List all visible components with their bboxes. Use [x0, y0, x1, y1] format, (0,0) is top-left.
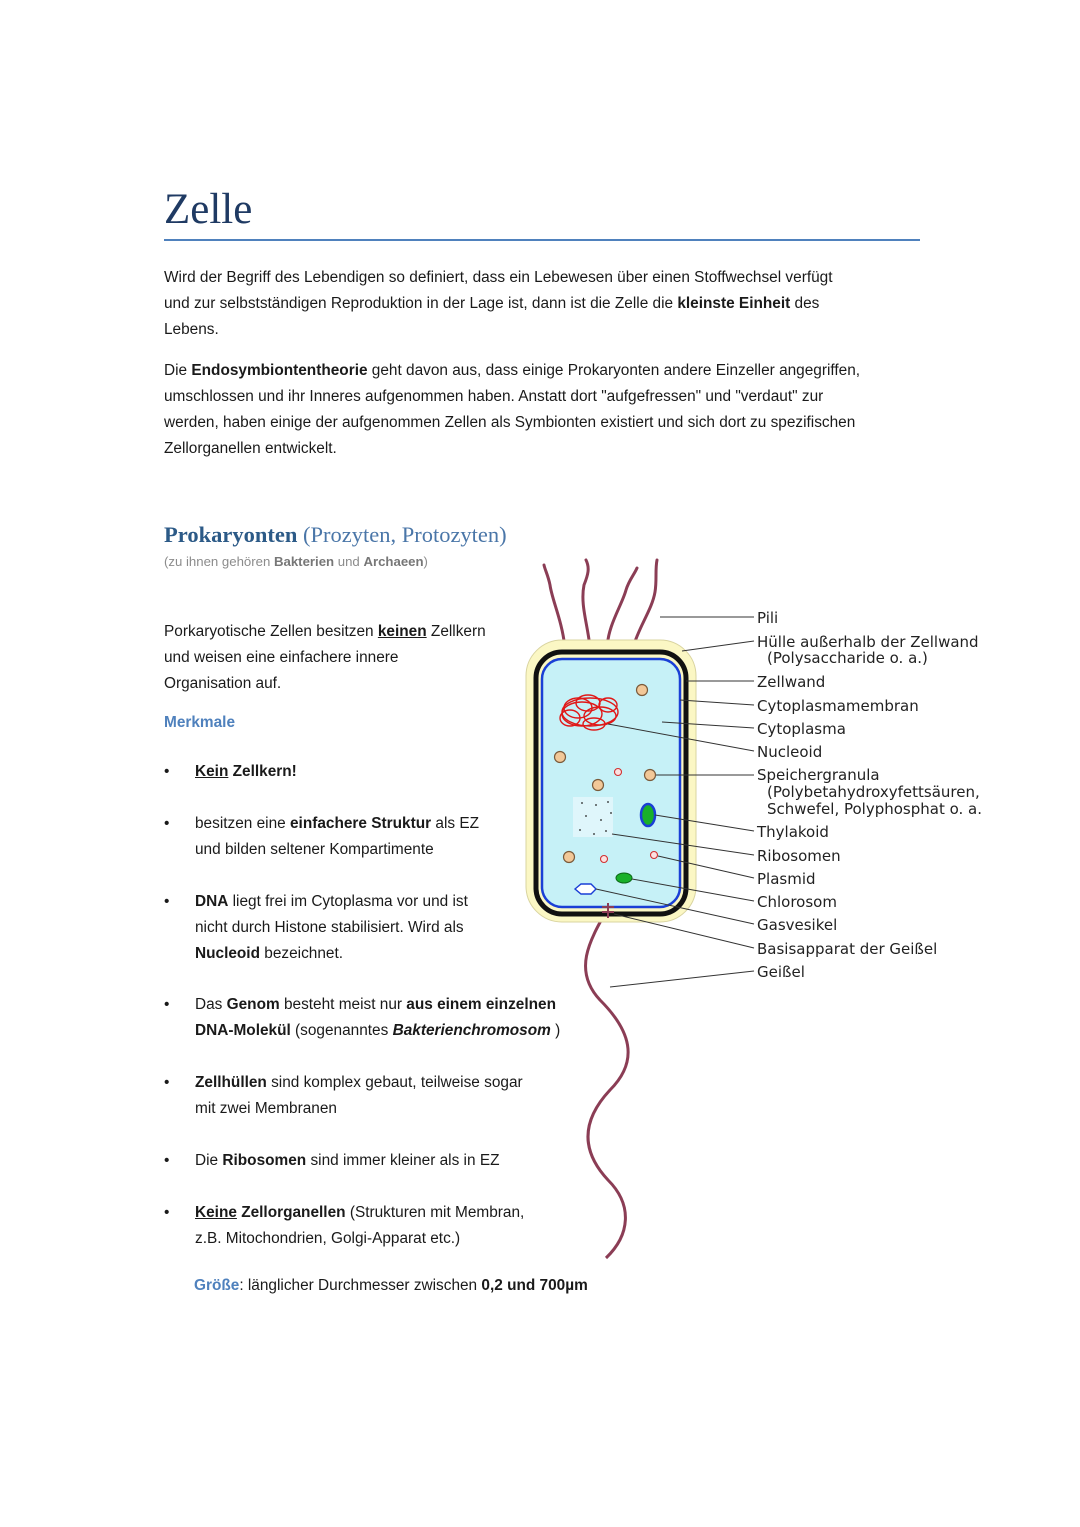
b4-bakterienchromosom: Bakterienchromosom: [392, 1022, 551, 1039]
section-heading-bold: Prokaryonten: [164, 522, 298, 547]
bullet-glyph: •: [164, 996, 170, 1013]
size-text: : länglicher Durchmesser zwischen: [239, 1277, 482, 1294]
bullet-glyph: •: [164, 1152, 170, 1169]
b6-post: sind immer kleiner als in EZ: [306, 1152, 500, 1169]
b5-zellhuellen: Zellhüllen: [195, 1074, 267, 1091]
label-cytoplasma: Cytoplasma: [757, 720, 846, 738]
b2-line2: und bilden seltener Kompartimente: [195, 841, 434, 858]
sub-pre: (zu ihnen gehören: [164, 554, 274, 569]
pi-post: Zellkern: [426, 623, 486, 640]
label-chlorosom: Chlorosom: [757, 893, 837, 911]
b1-kein: Kein: [195, 763, 229, 780]
b3-nucleoid: Nucleoid: [195, 945, 260, 962]
intro-p2-pre: Die: [164, 362, 192, 379]
label-nucleoid: Nucleoid: [757, 743, 823, 761]
cytoplasm: [542, 659, 680, 907]
label-thylakoid: Thylakoid: [757, 823, 829, 841]
label-plasmid: Plasmid: [757, 870, 816, 888]
prokaryote-intro-line2: und weisen eine einfachere innere: [164, 649, 399, 666]
label-speichergranula-2: (Polybetahydroxyfettsäuren,: [767, 783, 980, 801]
label-zellwand: Zellwand: [757, 673, 826, 691]
intro-p2-line3: werden, haben einige der aufgenommen Zellen als Symbionten existiert und sich dort zu spezifischen: [164, 414, 856, 431]
b3-line2: nicht durch Histone stabilisiert. Wird als: [195, 919, 464, 936]
label-speichergranula: Speichergranula: [757, 766, 880, 784]
size-label: Größe: [194, 1277, 240, 1294]
b4-pre: Das: [195, 996, 227, 1013]
bullet-glyph: •: [164, 1204, 170, 1221]
label-cytoplasmamembran: Cytoplasmamembran: [757, 697, 919, 715]
b6-pre: Die: [195, 1152, 223, 1169]
intro-p2-line4: Zellorganellen entwickelt.: [164, 440, 337, 457]
label-gasvesikel: Gasvesikel: [757, 916, 838, 934]
label-geissel: Geißel: [757, 963, 805, 981]
b3-line3-post: bezeichnet.: [260, 945, 343, 962]
flagellum: [585, 908, 628, 1258]
bullet-glyph: •: [164, 763, 170, 780]
label-huelle-2: (Polysaccharide o. a.): [767, 649, 928, 667]
size-value: 0,2 und 700µm: [481, 1277, 588, 1294]
b3-post: liegt frei im Cytoplasma vor und ist: [228, 893, 468, 910]
intro-p1-bold: kleinste Einheit: [677, 295, 791, 312]
b7-line2: z.B. Mitochondrien, Golgi-Apparat etc.): [195, 1230, 461, 1247]
intro-p2-bold: Endosymbiontentheorie: [191, 362, 368, 379]
sub-archaeen: Archaeen: [363, 554, 424, 569]
b4-line2-end: ): [550, 1022, 561, 1039]
b7-keine: Keine: [195, 1204, 237, 1221]
sub-mid: und: [334, 554, 364, 569]
gas-vesicle: [575, 884, 596, 894]
b6-ribosomen: Ribosomen: [222, 1152, 307, 1169]
thylakoid: [641, 804, 655, 826]
chlorosome: [616, 873, 632, 883]
b5-line2: mit zwei Membranen: [195, 1100, 337, 1117]
sub-end: ): [423, 554, 428, 569]
b1-bold: Zellkern!: [228, 763, 297, 780]
b3-dna: DNA: [195, 893, 229, 910]
b2-post: als EZ: [431, 815, 480, 832]
bullet-glyph: •: [164, 893, 170, 910]
label-huelle: Hülle außerhalb der Zellwand: [757, 633, 979, 651]
label-basisapparat: Basisapparat der Geißel: [757, 940, 938, 958]
b4-genom: Genom: [226, 996, 280, 1013]
intro-p1-text: und zur selbstständigen Reproduktion in der Lage ist, dann ist die Zelle die: [164, 295, 678, 312]
label-speichergranula-3: Schwefel, Polyphosphat o. a.: [767, 800, 983, 818]
b2-pre: besitzen eine: [195, 815, 290, 832]
b4-bold2: aus einem einzelnen: [406, 996, 556, 1013]
b4-dna-molekuel: DNA-Molekül: [195, 1022, 291, 1039]
thylakoid-area: [573, 797, 613, 837]
page-title: Zelle: [164, 186, 253, 233]
b4-mid: besteht meist nur: [279, 996, 407, 1013]
section-heading-rest: (Prozyten, Protozyten): [297, 522, 507, 547]
intro-p2-line2: umschlossen und ihr Inneres aufgenommen haben. Anstatt dort "aufgefressen" und "verdaut" zur: [164, 388, 824, 405]
bullet-glyph: •: [164, 1074, 170, 1091]
label-pili: Pili: [757, 609, 779, 627]
pi-keinen: keinen: [377, 623, 427, 640]
pi-pre: Porkaryotische Zellen besitzen: [164, 623, 378, 640]
b7-post: (Strukturen mit Membran,: [345, 1204, 525, 1221]
intro-p2-line1-end: geht davon aus, dass einige Prokaryonten andere Einzeller angegriffen,: [367, 362, 861, 379]
label-ribosomen: Ribosomen: [757, 847, 841, 865]
intro-p1-line3: Lebens.: [164, 321, 219, 338]
sub-bakterien: Bakterien: [273, 554, 335, 569]
b5-post: sind komplex gebaut, teilweise sogar: [266, 1074, 523, 1091]
diagram-labels: [756, 609, 982, 981]
b7-bold: Zellorganellen: [236, 1204, 346, 1221]
b2-bold: einfachere Struktur: [289, 815, 432, 832]
intro-p1-line1: Wird der Begriff des Lebendigen so definiert, dass ein Lebewesen über einen Stoffwechsel verfügt: [164, 269, 833, 286]
prokaryote-intro-line3: Organisation auf.: [164, 675, 282, 692]
pili: [544, 560, 657, 648]
bullet-glyph: •: [164, 815, 170, 832]
b4-line2-mid: (sogenanntes: [290, 1022, 393, 1039]
intro-p1-text-end: des: [790, 295, 820, 312]
merkmale-heading: Merkmale: [164, 714, 236, 731]
